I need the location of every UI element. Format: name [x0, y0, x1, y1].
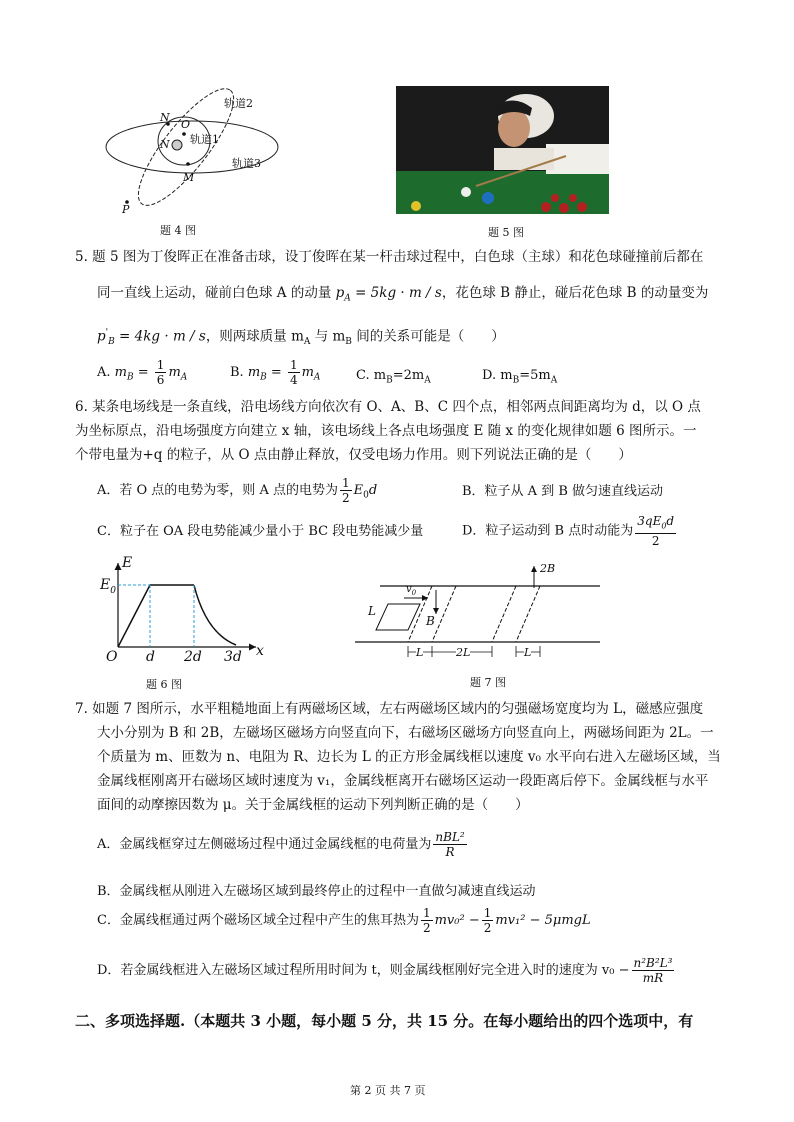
fig7-L: L — [368, 604, 376, 618]
figure-6 — [96, 555, 276, 670]
fig7-v0: $v_0$ — [406, 584, 417, 597]
label-track1: 轨道1 — [190, 133, 219, 146]
label-P: P — [122, 203, 130, 216]
q5-line3: $p'_B = 4kg \cdot m / s$，则两球质量 $m_A$ 与 $m_B$ 间的关系可能是（ ） — [97, 328, 505, 348]
fig7-dim-L2: L — [524, 646, 532, 659]
snooker-scene — [396, 86, 609, 214]
q5-line2: 同一直线上运动，碰前白色球 A 的动量 $p_A = 5kg \cdot m / s$，花色球 B 静止，碰后花色球 B 的动量变为 — [97, 285, 709, 304]
fig6-x: x — [256, 643, 264, 659]
label-track3: 轨道3 — [232, 157, 261, 170]
label-O: O — [181, 118, 191, 131]
fig6-O: O — [106, 649, 118, 665]
figure-7 — [350, 560, 610, 665]
fig7-2B: 2B — [540, 562, 556, 575]
q5-option-d[interactable]: D. $m_B=5m_A$ — [482, 368, 558, 386]
q7-option-d[interactable]: D．若金属线框进入左磁场区域过程所用时间为 t，则金属线框刚好完全进入时的速度为 v₀ − $\frac{\text{n²B²L³}}{mR}$ — [97, 956, 673, 985]
q5-option-a[interactable]: A. $m_B$ = $\frac{1}{6}$ $m_A$ — [97, 358, 188, 387]
label-M: M — [183, 171, 195, 184]
fig7-B: B — [426, 614, 435, 628]
q6-line2: 为坐标原点，沿电场强度方向建立 x 轴，该电场线上各点电场强度 E 随 x 的变化规律如题 6 图所示。一 — [75, 423, 697, 439]
fig6-3d: 3d — [224, 649, 242, 665]
q7-option-c[interactable]: C．金属线框通过两个磁场区域全过程中产生的焦耳热为 $\frac{1}{2}$ mv₀² − $\frac{1}{2}$ mv₁² − 5μmgL — [97, 906, 591, 935]
q7-line3: 个质量为 m、匝数为 n、电阻为 R、边长为 L 的正方形金属线框以速度 v₀ 水平向右进入左磁场区域，当 — [97, 749, 721, 765]
q7-option-a[interactable]: A．金属线框穿过左侧磁场过程中通过金属线框的电荷量为 $\frac{\text{nBL²}}{R}$ — [97, 830, 465, 859]
q6-option-a[interactable]: A．若 O 点的电势为零，则 A 点的电势为 $\frac{1}{2}$ $E_0d$ — [97, 476, 378, 505]
q6-option-d[interactable]: D．粒子运动到 B 点时动能为 $\frac{3qE_0d}{2}$ — [462, 514, 675, 549]
figure-4 — [100, 85, 290, 225]
fig7-dim-L1: L — [416, 646, 424, 659]
section-2-heading: 二、多项选择题.（本题共 3 小题，每小题 5 分，共 15 分。在每小题给出的四个选项中，有 — [75, 1012, 694, 1030]
fig6-2d: 2d — [184, 649, 202, 665]
q7-line5: 面间的动摩擦因数为 μ。关于金属线框的运动下列判断正确的是（ ） — [97, 797, 529, 813]
figure-6-caption: 题 6 图 — [146, 678, 182, 691]
fig6-d: d — [146, 649, 155, 665]
q7-option-b[interactable]: B．金属线框从刚进入左磁场区域到最终停止的过程中一直做匀减速直线运动 — [97, 884, 536, 899]
q5-option-b[interactable]: B. $m_B$ = $\frac{1}{4}$ $m_A$ — [230, 358, 321, 387]
figure-7-caption: 题 7 图 — [470, 676, 506, 689]
figure-5-caption: 题 5 图 — [488, 226, 524, 239]
fig6-E0: $E_0$ — [100, 577, 116, 596]
q6-line1: 6. 某条电场线是一条直线，沿电场线方向依次有 O、A、B、C 四个点，相邻两点间距离均为 d，以 O 点 — [75, 399, 701, 415]
fig7-dim-2L: 2L — [456, 646, 471, 659]
q7-line1: 7. 如题 7 图所示，水平粗糙地面上有两磁场区域，左右两磁场区域内的匀强磁场宽度均为 L，磁感应强度 — [75, 701, 704, 717]
q7-line2: 大小分别为 B 和 2B，左磁场区磁场方向竖直向下，右磁场区磁场方向竖直向上，两磁场间距为 2L。一 — [97, 725, 714, 741]
fig6-E: E — [122, 555, 133, 571]
label-N: N — [160, 111, 170, 124]
page-footer: 第 2 页 共 7 页 — [350, 1084, 426, 1097]
q6-option-b[interactable]: B．粒子从 A 到 B 做匀速直线运动 — [462, 484, 664, 499]
q5-line1: 5. 题 5 图为丁俊晖正在准备击球，设丁俊晖在某一杆击球过程中，白色球（主球）和花色球碰撞前后都在 — [75, 249, 704, 265]
figure-7-diagram — [350, 560, 610, 665]
q7-line4: 金属线框刚离开右磁场区域时速度为 v₁，金属线框离开右磁场区运动一段距离后停下。金属线框与水平 — [97, 773, 709, 789]
q5-option-c[interactable]: C. $m_B=2m_A$ — [356, 368, 431, 386]
figure-4-caption: 题 4 图 — [160, 224, 196, 237]
label-track2: 轨道2 — [224, 97, 253, 110]
q6-option-c[interactable]: C．粒子在 OA 段电势能减少量小于 BC 段电势能减少量 — [97, 524, 424, 539]
figure-5-photo — [396, 86, 609, 214]
q6-line3: 个带电量为+q 的粒子，从 O 点由静止释放，仅受电场力作用。则下列说法正确的是（ ） — [75, 447, 632, 463]
label-N2: N — [160, 138, 170, 151]
